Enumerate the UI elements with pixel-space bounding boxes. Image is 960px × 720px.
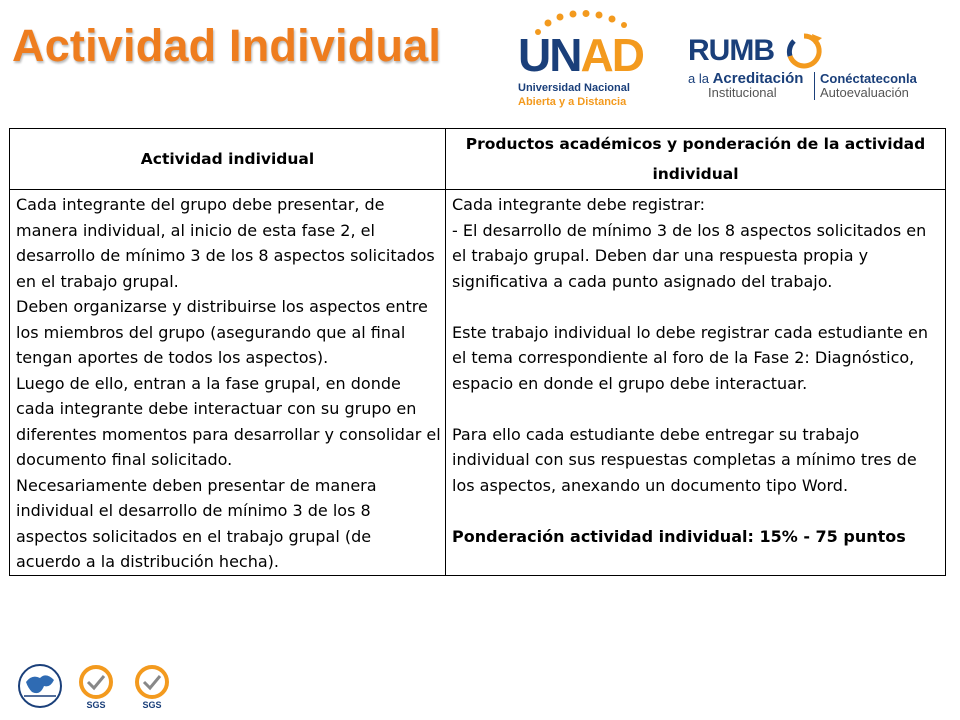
right-paragraph-2: - El desarrollo de mínimo 3 de los 8 aspectos solicitados en el trabajo grupal. Deben dar una respuesta propia y significativa a cada punto asignado del trabajo. (452, 220, 927, 291)
rumbo-right1: Conéctateconla (820, 71, 917, 86)
rumbo-divider (814, 72, 815, 100)
unad-wordmark: UNAD (518, 29, 643, 81)
sgs-badge-icon (132, 664, 172, 710)
rumbo-wordmark: RUMB (688, 34, 774, 67)
right-paragraph-4: Para ello cada estudiante debe entregar su trabajo individual con sus respuestas completas a mínimo tres de los aspectos, anexando un documento tipo Word. (452, 424, 917, 495)
left-paragraph-2: Deben organizarse y distribuirse los aspectos entre los miembros del grupo (asegurando que al final tengan aportes de todos los aspectos). (16, 297, 428, 367)
unad-line1: Universidad Nacional (518, 82, 630, 94)
header-activity: Actividad individual (10, 129, 446, 190)
certification-badges (16, 660, 176, 712)
sgs-badge-icon (76, 664, 116, 710)
left-paragraph-4: Necesariamente deben presentar de manera individual el desarrollo de mínimo 3 de los 8 aspectos solicitados en el trabajo grupal (de acuerdo a la distribución hecha). (16, 475, 377, 571)
globe-seal-icon (16, 662, 64, 710)
unad-logo (518, 12, 658, 112)
activity-table (9, 128, 946, 576)
rumbo-line1: a la Acreditación (688, 70, 804, 87)
weighting-text: Ponderación actividad individual: 15% - 75 puntos (452, 526, 906, 546)
right-paragraph-3: Este trabajo individual lo debe registrar cada estudiante en el tema correspondiente al foro de la Fase 2: Diagnóstico, espacio en donde el grupo debe interactuar. (452, 322, 929, 393)
svg-text:SGS: SGS (142, 700, 162, 710)
svg-text:SGS: SGS (86, 700, 106, 710)
left-paragraph-3: Luego de ello, entran a la fase grupal, en donde cada integrante debe interactuar con su grupo en diferentes momentos para desarrollar y consolidar el documento final solicitado. (16, 373, 441, 469)
table-row (10, 190, 946, 576)
unad-line2: Abierta y a Distancia (518, 96, 627, 108)
rumbo-swirl-icon (784, 32, 824, 70)
right-paragraph-1: Cada integrante debe registrar: (452, 195, 706, 214)
table-header-row (10, 129, 946, 190)
rumbo-right2: Autoevaluación (820, 85, 909, 100)
slide-title: Actividad Individual (12, 20, 442, 71)
left-cell (10, 190, 446, 576)
right-cell (446, 190, 946, 576)
rumbo-logo (688, 30, 948, 110)
rumbo-line2: Institucional (708, 85, 777, 100)
left-paragraph-1: Cada integrante del grupo debe presentar, de manera individual, al inicio de esta fase 2, el desarrollo de mínimo 3 de los 8 aspectos solicitados en el trabajo grupal. (16, 195, 435, 291)
header-products: Productos académicos y ponderación de la actividad individual (446, 129, 946, 190)
